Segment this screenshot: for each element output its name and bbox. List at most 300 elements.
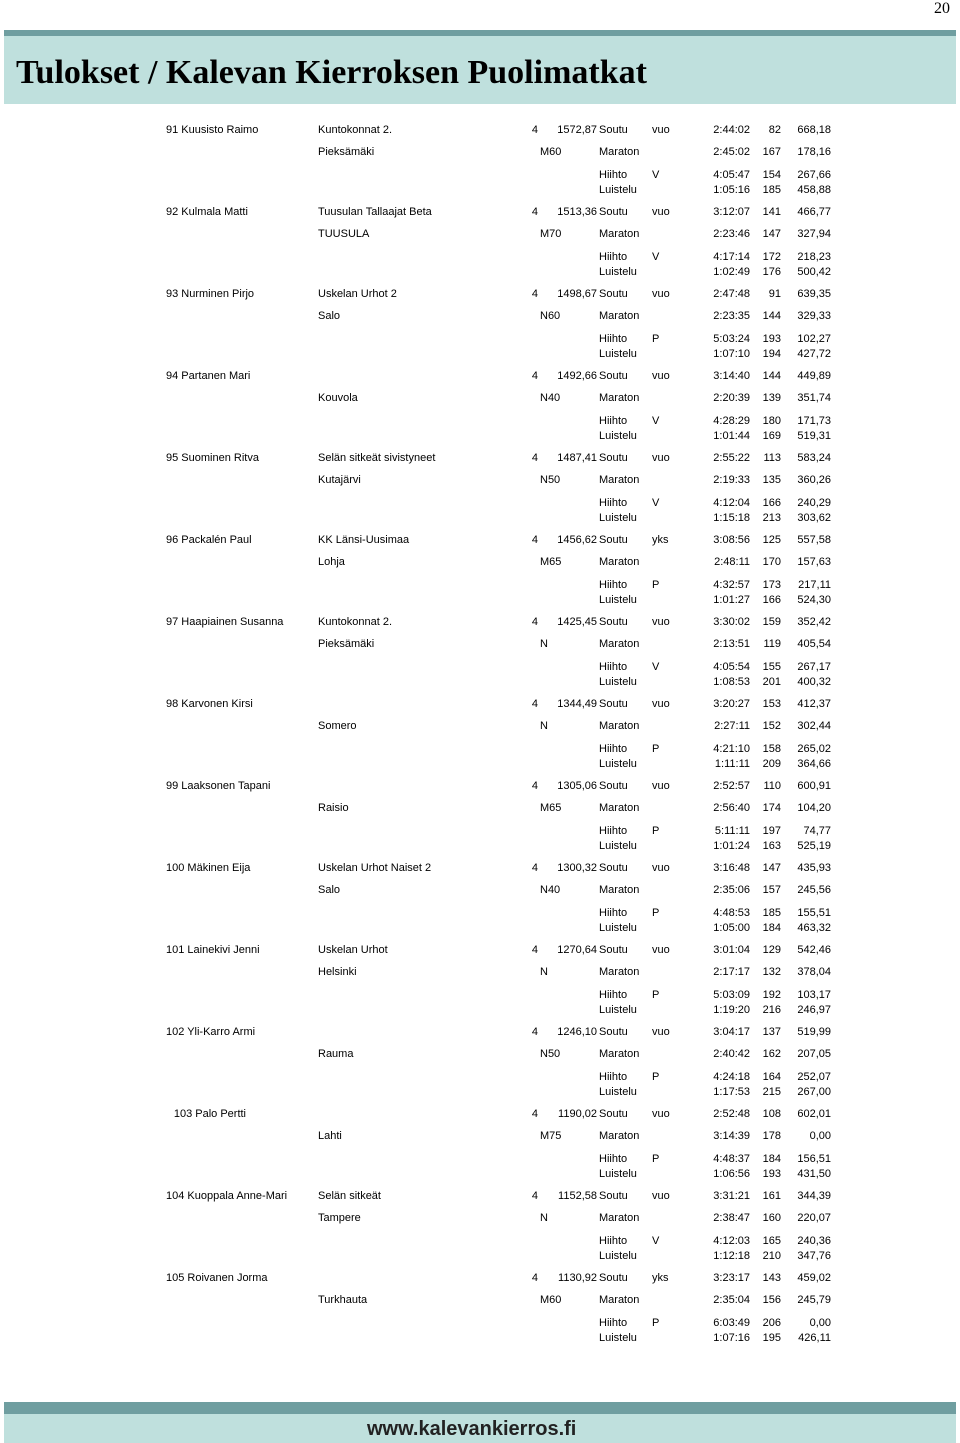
placement: 185 (762, 184, 781, 196)
sport: Luistelu (599, 1168, 637, 1180)
athlete-name: 97 Haapiainen Susanna (166, 616, 284, 628)
score: 378,04 (797, 966, 831, 978)
placement: 184 (762, 922, 781, 934)
athlete-name: 102 Yli-Karro Armi (166, 1026, 256, 1038)
score: 265,02 (797, 743, 831, 755)
sport: Soutu (599, 1272, 628, 1284)
placement: 119 (763, 638, 781, 650)
time: 2:52:48 (713, 1108, 750, 1120)
placement: 141 (762, 206, 781, 218)
score: 449,89 (797, 370, 831, 382)
total-points: 1487,41 (557, 452, 597, 464)
style: yks (652, 534, 669, 546)
style: V (652, 169, 660, 181)
sport: Maraton (599, 638, 640, 650)
home-town: Pieksämäki (318, 146, 375, 158)
score: 405,54 (797, 638, 831, 650)
time: 3:08:56 (713, 534, 750, 546)
placement: 172 (762, 251, 781, 263)
placement: 161 (762, 1190, 781, 1202)
placement: 174 (762, 802, 781, 814)
home-town: Lahti (318, 1130, 342, 1142)
score: 639,35 (797, 288, 831, 300)
sport: Maraton (599, 1048, 640, 1060)
total-points: 1305,06 (557, 780, 597, 792)
placement: 193 (762, 333, 781, 345)
sport: Hiihto (599, 1317, 628, 1329)
placement: 125 (762, 534, 781, 546)
placement: 165 (762, 1235, 781, 1247)
sport: Luistelu (599, 1004, 637, 1016)
time: 3:14:40 (713, 370, 750, 382)
placement: 215 (762, 1086, 781, 1098)
event-count: 4 (531, 616, 538, 628)
time: 4:48:37 (713, 1153, 750, 1165)
event-count: 4 (531, 862, 538, 874)
footer-bar (4, 1402, 956, 1414)
home-town: Tampere (318, 1212, 361, 1224)
home-town: Kutajärvi (318, 474, 361, 486)
time: 1:02:49 (713, 266, 750, 278)
score: 525,19 (797, 840, 831, 852)
time: 4:17:14 (713, 251, 750, 263)
footer-url: www.kalevankierros.fi (367, 1418, 577, 1440)
time: 1:07:16 (713, 1332, 750, 1344)
placement: 91 (768, 288, 781, 300)
age-class: M75 (540, 1130, 562, 1142)
style: P (652, 333, 660, 345)
placement: 164 (762, 1071, 781, 1083)
placement: 167 (762, 146, 781, 158)
score: 458,88 (797, 184, 831, 196)
score: 240,36 (797, 1235, 831, 1247)
score: 245,79 (797, 1294, 831, 1306)
score: 302,44 (797, 720, 831, 732)
score: 583,24 (797, 452, 831, 464)
sport: Hiihto (599, 1235, 628, 1247)
age-class: N50 (540, 474, 561, 486)
placement: 166 (762, 497, 781, 509)
score: 327,94 (797, 228, 831, 240)
page-number: 20 (934, 0, 950, 17)
placement: 197 (762, 825, 781, 837)
score: 360,26 (797, 474, 831, 486)
time: 2:23:35 (713, 310, 750, 322)
score: 329,33 (797, 310, 831, 322)
score: 500,42 (797, 266, 831, 278)
home-town: TUUSULA (318, 228, 370, 240)
event-count: 4 (531, 1108, 538, 1120)
time: 2:20:39 (713, 392, 750, 404)
score: 157,63 (797, 556, 831, 568)
sport: Soutu (599, 124, 628, 136)
style: P (652, 743, 660, 755)
sport: Luistelu (599, 840, 637, 852)
athlete-name: 104 Kuoppala Anne-Mari (166, 1190, 288, 1202)
time: 4:28:29 (713, 415, 750, 427)
style: V (652, 251, 660, 263)
score: 519,31 (797, 430, 831, 442)
sport: Maraton (599, 474, 640, 486)
sport: Maraton (599, 720, 640, 732)
placement: 159 (762, 616, 781, 628)
athlete-name: 105 Roivanen Jorma (166, 1272, 268, 1284)
placement: 170 (762, 556, 781, 568)
time: 2:35:06 (713, 884, 750, 896)
time: 2:45:02 (713, 146, 750, 158)
placement: 193 (762, 1168, 781, 1180)
style: vuo (652, 206, 670, 218)
age-class: N50 (540, 1048, 561, 1060)
sport: Hiihto (599, 661, 628, 673)
time: 1:15:18 (713, 512, 750, 524)
score: 524,30 (797, 594, 831, 606)
time: 1:11:11 (714, 758, 750, 770)
score: 435,93 (797, 862, 831, 874)
score: 103,17 (797, 989, 831, 1001)
event-count: 4 (531, 1026, 538, 1038)
athlete-name: 98 Karvonen Kirsi (166, 698, 253, 710)
time: 2:47:48 (713, 288, 750, 300)
sport: Soutu (599, 1108, 628, 1120)
time: 2:55:22 (713, 452, 750, 464)
time: 4:12:04 (713, 497, 750, 509)
age-class: N40 (540, 392, 561, 404)
placement: 110 (763, 780, 781, 792)
time: 4:24:18 (713, 1071, 750, 1083)
score: 431,50 (797, 1168, 831, 1180)
score: 245,56 (797, 884, 831, 896)
placement: 216 (762, 1004, 781, 1016)
total-points: 1572,87 (557, 124, 597, 136)
score: 459,02 (797, 1272, 831, 1284)
event-count: 4 (531, 534, 538, 546)
score: 519,99 (797, 1026, 831, 1038)
placement: 144 (762, 310, 781, 322)
time: 3:14:39 (713, 1130, 750, 1142)
sport: Maraton (599, 1212, 640, 1224)
sport: Luistelu (599, 184, 637, 196)
style: V (652, 1235, 660, 1247)
style: vuo (652, 1026, 670, 1038)
score: 252,07 (797, 1071, 831, 1083)
age-class: M70 (540, 228, 562, 240)
placement: 157 (762, 884, 781, 896)
placement: 213 (762, 512, 781, 524)
club-name: Selän sitkeät sivistyneet (318, 452, 436, 464)
athlete-name: 93 Nurminen Pirjo (166, 288, 255, 300)
home-town: Rauma (318, 1048, 354, 1060)
time: 4:05:54 (713, 661, 750, 673)
sport: Hiihto (599, 1153, 628, 1165)
time: 2:27:11 (714, 720, 750, 732)
score: 412,37 (797, 698, 831, 710)
score: 364,66 (797, 758, 831, 770)
time: 2:19:33 (713, 474, 750, 486)
placement: 147 (762, 862, 781, 874)
sport: Luistelu (599, 430, 637, 442)
sport: Hiihto (599, 251, 628, 263)
sport: Luistelu (599, 348, 637, 360)
sport: Soutu (599, 698, 628, 710)
score: 104,20 (797, 802, 831, 814)
placement: 209 (762, 758, 781, 770)
age-class: M60 (540, 146, 562, 158)
placement: 173 (762, 579, 781, 591)
score: 344,39 (797, 1190, 831, 1202)
time: 2:23:46 (713, 228, 750, 240)
sport: Soutu (599, 616, 628, 628)
sport: Maraton (599, 802, 640, 814)
time: 3:12:07 (713, 206, 750, 218)
style: V (652, 415, 660, 427)
total-points: 1300,32 (557, 862, 597, 874)
score: 156,51 (797, 1153, 831, 1165)
style: vuo (652, 124, 670, 136)
sport: Soutu (599, 1190, 628, 1202)
age-class: N40 (540, 884, 561, 896)
score: 426,11 (798, 1332, 831, 1344)
club-name: KK Länsi-Uusimaa (318, 534, 410, 546)
score: 246,97 (797, 1004, 831, 1016)
placement: 194 (762, 348, 781, 360)
time: 6:03:49 (713, 1317, 750, 1329)
placement: 153 (762, 698, 781, 710)
home-town: Kouvola (318, 392, 358, 404)
sport: Soutu (599, 1026, 628, 1038)
placement: 155 (762, 661, 781, 673)
placement: 184 (762, 1153, 781, 1165)
sport: Hiihto (599, 743, 628, 755)
placement: 178 (762, 1130, 781, 1142)
sport: Hiihto (599, 169, 628, 181)
athlete-name: 99 Laaksonen Tapani (166, 780, 271, 792)
total-points: 1456,62 (557, 534, 597, 546)
sport: Luistelu (599, 676, 637, 688)
total-points: 1513,36 (557, 206, 597, 218)
placement: 160 (762, 1212, 781, 1224)
total-points: 1344,49 (557, 698, 597, 710)
sport: Maraton (599, 966, 640, 978)
sport: Maraton (599, 884, 640, 896)
event-count: 4 (531, 370, 538, 382)
age-class: N (540, 638, 548, 650)
athlete-name: 96 Packalén Paul (166, 534, 252, 546)
home-town: Lohja (318, 556, 345, 568)
style: yks (652, 1272, 669, 1284)
placement: 143 (762, 1272, 781, 1284)
athlete-name: 91 Kuusisto Raimo (166, 124, 259, 136)
sport: Luistelu (599, 1250, 637, 1262)
home-town: Raisio (318, 802, 349, 814)
sport: Luistelu (599, 758, 637, 770)
event-count: 4 (531, 206, 538, 218)
time: 1:08:53 (713, 676, 750, 688)
style: V (652, 661, 660, 673)
page-title: Tulokset / Kalevan Kierroksen Puolimatkat (16, 54, 647, 91)
score: 74,77 (803, 825, 831, 837)
score: 0,00 (809, 1130, 831, 1142)
placement: 206 (762, 1317, 781, 1329)
placement: 169 (762, 430, 781, 442)
score: 463,32 (797, 922, 831, 934)
event-count: 4 (531, 288, 538, 300)
score: 267,00 (797, 1086, 831, 1098)
club-name: Kuntokonnat 2. (318, 616, 393, 628)
style: P (652, 1071, 660, 1083)
sport: Hiihto (599, 825, 628, 837)
score: 668,18 (797, 124, 831, 136)
score: 178,16 (797, 146, 831, 158)
time: 4:48:53 (713, 907, 750, 919)
style: vuo (652, 616, 670, 628)
age-class: M65 (540, 556, 562, 568)
total-points: 1498,67 (557, 288, 597, 300)
placement: 129 (762, 944, 781, 956)
score: 303,62 (797, 512, 831, 524)
time: 3:16:48 (713, 862, 750, 874)
style: P (652, 1317, 660, 1329)
time: 2:52:57 (713, 780, 750, 792)
age-class: N (540, 966, 548, 978)
sport: Luistelu (599, 266, 637, 278)
time: 5:11:11 (714, 825, 750, 837)
sport: Luistelu (599, 1086, 637, 1098)
score: 347,76 (797, 1250, 831, 1262)
time: 1:05:00 (713, 922, 750, 934)
score: 207,05 (797, 1048, 831, 1060)
athlete-name: 100 Mäkinen Eija (166, 862, 251, 874)
sport: Soutu (599, 862, 628, 874)
home-town: Salo (318, 884, 341, 896)
time: 4:05:47 (713, 169, 750, 181)
athlete-name: 92 Kulmala Matti (166, 206, 248, 218)
time: 4:12:03 (713, 1235, 750, 1247)
placement: 113 (763, 452, 781, 464)
total-points: 1492,66 (557, 370, 597, 382)
score: 102,27 (797, 333, 831, 345)
time: 3:31:21 (713, 1190, 750, 1202)
style: P (652, 579, 660, 591)
club-name: Tuusulan Tallaajat Beta (318, 206, 432, 218)
score: 155,51 (797, 907, 831, 919)
time: 1:06:56 (713, 1168, 750, 1180)
time: 1:05:16 (713, 184, 750, 196)
time: 2:17:17 (713, 966, 750, 978)
time: 5:03:24 (713, 333, 750, 345)
athlete-name: 94 Partanen Mari (166, 370, 251, 382)
sport: Hiihto (599, 415, 628, 427)
sport: Soutu (599, 452, 628, 464)
sport: Hiihto (599, 579, 628, 591)
style: vuo (652, 452, 670, 464)
style: P (652, 1153, 660, 1165)
club-name: Selän sitkeät (318, 1190, 381, 1202)
placement: 147 (762, 228, 781, 240)
score: 352,42 (797, 616, 831, 628)
time: 5:03:09 (713, 989, 750, 1001)
time: 1:01:24 (713, 840, 750, 852)
event-count: 4 (531, 1190, 538, 1202)
total-points: 1130,92 (558, 1272, 597, 1284)
event-count: 4 (531, 944, 538, 956)
sport: Hiihto (599, 907, 628, 919)
age-class: N (540, 1212, 548, 1224)
time: 4:32:57 (713, 579, 750, 591)
athlete-name: 101 Lainekivi Jenni (166, 944, 260, 956)
placement: 156 (762, 1294, 781, 1306)
sport: Maraton (599, 1294, 640, 1306)
placement: 82 (768, 124, 781, 136)
placement: 195 (762, 1332, 781, 1344)
club-name: Uskelan Urhot (318, 944, 388, 956)
score: 218,23 (797, 251, 831, 263)
age-class: N60 (540, 310, 561, 322)
sport: Luistelu (599, 922, 637, 934)
placement: 185 (762, 907, 781, 919)
score: 267,66 (797, 169, 831, 181)
sport: Soutu (599, 370, 628, 382)
time: 1:17:53 (713, 1086, 750, 1098)
time: 3:30:02 (713, 616, 750, 628)
style: vuo (652, 370, 670, 382)
placement: 180 (762, 415, 781, 427)
score: 171,73 (797, 415, 831, 427)
sport: Luistelu (599, 1332, 637, 1344)
club-name: Kuntokonnat 2. (318, 124, 393, 136)
style: vuo (652, 288, 670, 300)
sport: Luistelu (599, 512, 637, 524)
placement: 201 (762, 676, 781, 688)
sport: Soutu (599, 206, 628, 218)
time: 4:21:10 (713, 743, 750, 755)
score: 466,77 (797, 206, 831, 218)
score: 220,07 (797, 1212, 831, 1224)
sport: Hiihto (599, 497, 628, 509)
age-class: N (540, 720, 548, 732)
time: 2:38:47 (713, 1212, 750, 1224)
total-points: 1190,02 (558, 1108, 597, 1120)
score: 240,29 (797, 497, 831, 509)
total-points: 1270,64 (557, 944, 597, 956)
time: 2:40:42 (713, 1048, 750, 1060)
athlete-name: 95 Suominen Ritva (166, 452, 259, 464)
sport: Soutu (599, 944, 628, 956)
score: 351,74 (797, 392, 831, 404)
placement: 137 (762, 1026, 781, 1038)
event-count: 4 (531, 1272, 538, 1284)
style: P (652, 825, 660, 837)
athlete-name: 103 Palo Pertti (173, 1108, 246, 1120)
time: 1:19:20 (713, 1004, 750, 1016)
home-town: Salo (318, 310, 341, 322)
time: 2:48:11 (714, 556, 750, 568)
score: 557,58 (797, 534, 831, 546)
placement: 144 (762, 370, 781, 382)
sport: Maraton (599, 310, 640, 322)
total-points: 1152,58 (558, 1190, 597, 1202)
style: vuo (652, 1190, 670, 1202)
score: 400,32 (797, 676, 831, 688)
home-town: Somero (318, 720, 357, 732)
placement: 152 (762, 720, 781, 732)
score: 267,17 (797, 661, 831, 673)
club-name: Uskelan Urhot 2 (318, 288, 397, 300)
event-count: 4 (531, 452, 538, 464)
sport: Soutu (599, 780, 628, 792)
placement: 108 (762, 1108, 781, 1120)
event-count: 4 (531, 124, 538, 136)
